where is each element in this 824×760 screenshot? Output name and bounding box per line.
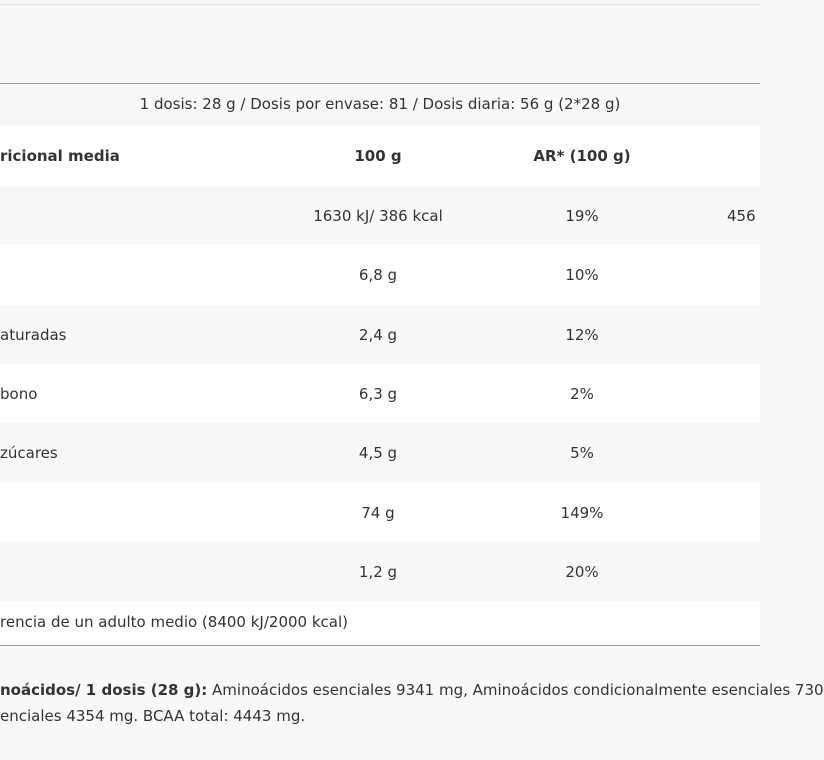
table-footnote: rencia de un adulto medio (8400 kJ/2000 kcal) xyxy=(0,613,348,631)
row-value-100g: 4,5 g xyxy=(358,444,398,462)
row-value-100g: 1,2 g xyxy=(358,562,398,581)
row-value-ar: 2% xyxy=(570,384,594,403)
row-label: bono xyxy=(0,384,38,403)
amino-line-1 xyxy=(0,677,824,703)
row-value-extra: 456 xyxy=(727,206,756,225)
top-divider xyxy=(0,4,760,5)
table-header-row xyxy=(0,126,760,186)
amino-line-1-text: Aminoácidos esenciales 9341 mg, Aminoácidos condicionalmente esenciales 730 xyxy=(207,681,824,699)
table-row xyxy=(0,245,760,305)
table-row xyxy=(0,305,760,364)
row-value-100g: 6,3 g xyxy=(358,384,398,403)
row-value-ar: 19% xyxy=(565,206,599,225)
row-value-ar: 5% xyxy=(570,444,594,462)
row-value-100g: 74 g xyxy=(361,503,395,522)
header-ar: AR* (100 g) xyxy=(533,147,631,165)
header-label: ricional media xyxy=(0,147,120,165)
table-row xyxy=(0,186,760,245)
row-label: zúcares xyxy=(0,444,58,462)
serving-info: 1 dosis: 28 g / Dosis por envase: 81 / Dosis diaria: 56 g (2*28 g) xyxy=(0,84,760,126)
table-row xyxy=(0,423,760,483)
table-row xyxy=(0,542,760,601)
amino-line-2: enciales 4354 mg. BCAA total: 4443 mg. xyxy=(0,707,306,725)
row-value-100g: 1630 kJ/ 386 kcal xyxy=(313,206,443,225)
row-value-ar: 20% xyxy=(565,562,599,581)
table-row xyxy=(0,483,760,542)
amino-acid-info xyxy=(0,677,824,729)
row-value-ar: 12% xyxy=(565,325,599,344)
header-100g: 100 g xyxy=(354,147,402,165)
table-bottom-divider xyxy=(0,645,760,646)
table-footnote-row xyxy=(0,601,760,645)
row-value-ar: 10% xyxy=(565,266,599,284)
row-label: aturadas xyxy=(0,325,67,344)
table-row xyxy=(0,364,760,423)
row-value-100g: 6,8 g xyxy=(358,266,398,284)
row-value-ar: 149% xyxy=(560,503,604,522)
amino-label: noácidos/ 1 dosis (28 g): xyxy=(0,681,208,699)
row-value-100g: 2,4 g xyxy=(358,325,398,344)
